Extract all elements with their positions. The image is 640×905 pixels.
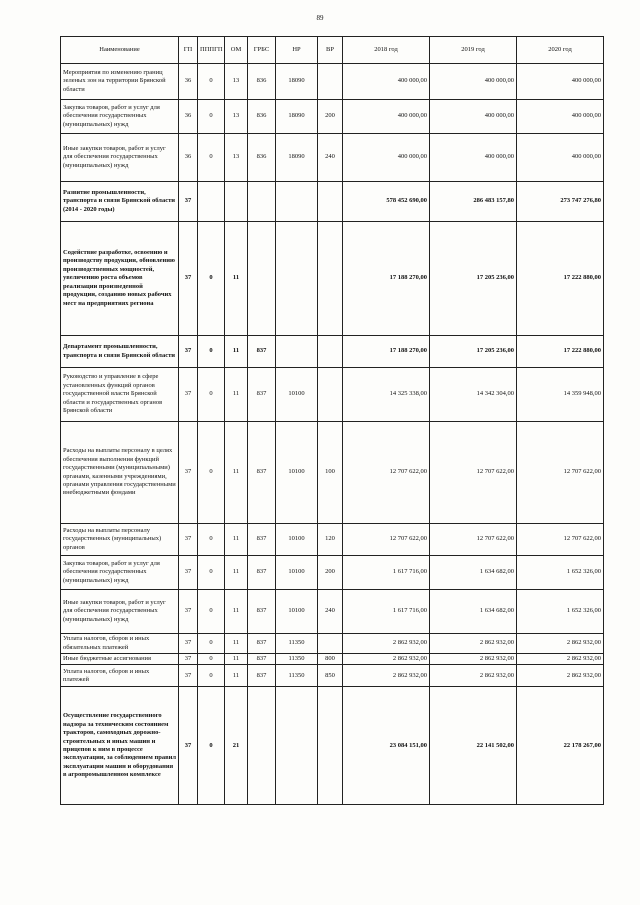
row-2020-amount: 273 747 276,80 (517, 182, 604, 222)
column-header-2019: 2019 год (430, 37, 517, 64)
row-om-cell: 11 (225, 634, 248, 654)
column-header-2020: 2020 год (517, 37, 604, 64)
row-2019-amount: 12 707 622,00 (430, 422, 517, 524)
row-gp-cell: 37 (179, 336, 198, 368)
row-gp-cell: 36 (179, 64, 198, 100)
row-om-cell: 11 (225, 336, 248, 368)
table-row (61, 556, 604, 590)
row-nr-cell: 11350 (276, 665, 318, 687)
row-gp-cell: 36 (179, 134, 198, 182)
table-body (61, 64, 604, 805)
row-2019-amount: 400 000,00 (430, 134, 517, 182)
row-2018-amount: 578 452 690,00 (343, 182, 430, 222)
row-ppgp-cell: 0 (198, 556, 225, 590)
page-number: 89 (316, 14, 324, 22)
row-2019-amount: 17 205 236,00 (430, 336, 517, 368)
table-row (61, 100, 604, 134)
row-vr-cell: 240 (318, 134, 343, 182)
row-vr-cell: 800 (318, 654, 343, 665)
row-vr-cell (318, 687, 343, 805)
row-nr-cell: 10100 (276, 524, 318, 556)
row-2019-amount: 17 205 236,00 (430, 222, 517, 336)
row-ppgp-cell: 0 (198, 654, 225, 665)
row-2018-amount: 17 188 270,00 (343, 222, 430, 336)
row-gp-cell: 37 (179, 665, 198, 687)
row-gp-cell: 37 (179, 590, 198, 634)
row-om-cell: 11 (225, 222, 248, 336)
row-nr-cell: 10100 (276, 590, 318, 634)
row-2019-amount: 2 862 932,00 (430, 654, 517, 665)
row-2020-amount: 17 222 880,00 (517, 336, 604, 368)
row-name-cell: Иные закупки товаров, работ и услуг для обеспечения государственных (муниципальных) нужд (61, 590, 179, 634)
row-2020-amount: 22 178 267,00 (517, 687, 604, 805)
row-ppgp-cell: 0 (198, 422, 225, 524)
row-2018-amount: 2 862 932,00 (343, 634, 430, 654)
row-name-cell: Закупка товаров, работ и услуг для обеспечения государственных (муниципальных) нужд (61, 100, 179, 134)
row-nr-cell: 18090 (276, 134, 318, 182)
row-grbs-cell: 836 (248, 64, 276, 100)
row-ppgp-cell: 0 (198, 64, 225, 100)
table-row (61, 222, 604, 336)
row-grbs-cell: 837 (248, 524, 276, 556)
row-2018-amount: 400 000,00 (343, 64, 430, 100)
table-row (61, 634, 604, 654)
row-grbs-cell: 837 (248, 368, 276, 422)
row-name-cell: Содействие разработке, освоению и производству продукции, обновлению производственных мощностей, увеличению роста объемов реализации произведенной продукции, созданию новых рабочих мест на предприятиях региона (61, 222, 179, 336)
row-gp-cell: 37 (179, 222, 198, 336)
row-ppgp-cell: 0 (198, 368, 225, 422)
row-ppgp-cell: 0 (198, 222, 225, 336)
row-2020-amount: 2 862 932,00 (517, 654, 604, 665)
row-ppgp-cell: 0 (198, 134, 225, 182)
row-name-cell: Развитие промышленности, транспорта и связи Брянской области (2014 - 2020 годы) (61, 182, 179, 222)
row-2020-amount: 2 862 932,00 (517, 665, 604, 687)
table-row (61, 368, 604, 422)
row-2019-amount: 400 000,00 (430, 64, 517, 100)
table-row (61, 654, 604, 665)
row-2019-amount: 1 634 682,00 (430, 590, 517, 634)
row-om-cell: 11 (225, 590, 248, 634)
row-grbs-cell: 836 (248, 100, 276, 134)
row-grbs-cell: 837 (248, 665, 276, 687)
row-name-cell: Иные закупки товаров, работ и услуг для обеспечения государственных (муниципальных) нужд (61, 134, 179, 182)
row-vr-cell: 120 (318, 524, 343, 556)
column-header-gp: ГП (179, 37, 198, 64)
row-om-cell (225, 182, 248, 222)
row-name-cell: Мероприятия по изменению границ зеленых зон на территории Брянской области (61, 64, 179, 100)
table-row (61, 687, 604, 805)
table-row (61, 590, 604, 634)
row-om-cell: 11 (225, 556, 248, 590)
row-2020-amount: 12 707 622,00 (517, 524, 604, 556)
column-header-name: Наименование (61, 37, 179, 64)
row-om-cell: 13 (225, 100, 248, 134)
row-name-cell: Руководство и управление в сфере установленных функций органов государственной власти Брянской области и государственных органов Брянской области (61, 368, 179, 422)
row-vr-cell: 200 (318, 100, 343, 134)
table-row (61, 134, 604, 182)
row-2018-amount: 14 325 338,00 (343, 368, 430, 422)
column-header-2018: 2018 год (343, 37, 430, 64)
row-2020-amount: 400 000,00 (517, 134, 604, 182)
row-name-cell: Закупка товаров, работ и услуг для обеспечения государственных (муниципальных) нужд (61, 556, 179, 590)
row-2018-amount: 1 617 716,00 (343, 590, 430, 634)
row-ppgp-cell: 0 (198, 634, 225, 654)
row-2018-amount: 2 862 932,00 (343, 654, 430, 665)
row-2019-amount: 14 342 304,00 (430, 368, 517, 422)
row-2018-amount: 400 000,00 (343, 134, 430, 182)
row-name-cell: Расходы на выплаты персоналу в целях обеспечения выполнения функций государственными (муниципальными) органами, казенными учреждениями, органами управления государственными внебюджетными фондами (61, 422, 179, 524)
row-om-cell: 11 (225, 368, 248, 422)
row-vr-cell: 850 (318, 665, 343, 687)
row-grbs-cell: 837 (248, 590, 276, 634)
table-row (61, 524, 604, 556)
row-name-cell: Уплата налогов, сборов и иных обязательных платежей (61, 634, 179, 654)
row-om-cell: 13 (225, 134, 248, 182)
row-om-cell: 11 (225, 524, 248, 556)
row-nr-cell (276, 687, 318, 805)
row-vr-cell: 100 (318, 422, 343, 524)
row-gp-cell: 36 (179, 100, 198, 134)
row-nr-cell (276, 222, 318, 336)
row-ppgp-cell (198, 182, 225, 222)
row-ppgp-cell: 0 (198, 687, 225, 805)
row-2018-amount: 12 707 622,00 (343, 524, 430, 556)
row-om-cell: 11 (225, 422, 248, 524)
table-row (61, 64, 604, 100)
row-name-cell: Уплата налогов, сборов и иных платежей (61, 665, 179, 687)
row-2019-amount: 2 862 932,00 (430, 634, 517, 654)
row-name-cell: Иные бюджетные ассигнования (61, 654, 179, 665)
row-gp-cell: 37 (179, 687, 198, 805)
row-nr-cell: 11350 (276, 654, 318, 665)
row-vr-cell: 200 (318, 556, 343, 590)
row-vr-cell (318, 64, 343, 100)
row-gp-cell: 37 (179, 182, 198, 222)
column-header-vr: ВР (318, 37, 343, 64)
row-vr-cell (318, 368, 343, 422)
row-2019-amount: 400 000,00 (430, 100, 517, 134)
row-vr-cell (318, 634, 343, 654)
table-row (61, 665, 604, 687)
row-grbs-cell: 837 (248, 422, 276, 524)
row-ppgp-cell: 0 (198, 100, 225, 134)
row-vr-cell: 240 (318, 590, 343, 634)
row-ppgp-cell: 0 (198, 590, 225, 634)
row-grbs-cell (248, 687, 276, 805)
row-2020-amount: 400 000,00 (517, 64, 604, 100)
row-2020-amount: 14 359 948,00 (517, 368, 604, 422)
row-grbs-cell: 837 (248, 336, 276, 368)
row-2020-amount: 1 652 326,00 (517, 590, 604, 634)
row-vr-cell (318, 182, 343, 222)
row-2020-amount: 12 707 622,00 (517, 422, 604, 524)
row-gp-cell: 37 (179, 654, 198, 665)
column-header-om: ОМ (225, 37, 248, 64)
row-om-cell: 11 (225, 654, 248, 665)
row-nr-cell: 18090 (276, 64, 318, 100)
row-name-cell: Департамент промышленности, транспорта и связи Брянской области (61, 336, 179, 368)
column-header-ppgp: ПППГП (198, 37, 225, 64)
row-gp-cell: 37 (179, 368, 198, 422)
row-2018-amount: 17 188 270,00 (343, 336, 430, 368)
row-ppgp-cell: 0 (198, 665, 225, 687)
row-2018-amount: 400 000,00 (343, 100, 430, 134)
row-ppgp-cell: 0 (198, 524, 225, 556)
row-gp-cell: 37 (179, 524, 198, 556)
row-nr-cell (276, 182, 318, 222)
table-row (61, 182, 604, 222)
row-2018-amount: 2 862 932,00 (343, 665, 430, 687)
row-2019-amount: 2 862 932,00 (430, 665, 517, 687)
row-ppgp-cell: 0 (198, 336, 225, 368)
row-grbs-cell: 837 (248, 556, 276, 590)
row-nr-cell (276, 336, 318, 368)
table-row (61, 422, 604, 524)
row-name-cell: Расходы на выплаты персоналу государственных (муниципальных) органов (61, 524, 179, 556)
row-2019-amount: 1 634 682,00 (430, 556, 517, 590)
table-row (61, 336, 604, 368)
row-om-cell: 21 (225, 687, 248, 805)
row-2019-amount: 22 141 502,00 (430, 687, 517, 805)
row-om-cell: 11 (225, 665, 248, 687)
row-om-cell: 13 (225, 64, 248, 100)
row-2019-amount: 12 707 622,00 (430, 524, 517, 556)
row-grbs-cell: 836 (248, 134, 276, 182)
row-nr-cell: 10100 (276, 556, 318, 590)
row-2019-amount: 286 483 157,80 (430, 182, 517, 222)
row-vr-cell (318, 222, 343, 336)
row-name-cell: Осуществление государственного надзора за техническим состоянием тракторов, самоходных дорожно-строительных и иных машин и прицепов к ним в процессе эксплуатации, за соблюдением правил эксплуатации машин и оборудования в агропромышленном комплексе (61, 687, 179, 805)
budget-table (60, 36, 604, 805)
row-grbs-cell: 837 (248, 634, 276, 654)
row-2020-amount: 17 222 880,00 (517, 222, 604, 336)
row-nr-cell: 10100 (276, 422, 318, 524)
row-2020-amount: 2 862 932,00 (517, 634, 604, 654)
row-2020-amount: 400 000,00 (517, 100, 604, 134)
row-gp-cell: 37 (179, 556, 198, 590)
row-2018-amount: 1 617 716,00 (343, 556, 430, 590)
row-vr-cell (318, 336, 343, 368)
row-2018-amount: 23 084 151,00 (343, 687, 430, 805)
row-gp-cell: 37 (179, 634, 198, 654)
row-2018-amount: 12 707 622,00 (343, 422, 430, 524)
column-header-nr: НР (276, 37, 318, 64)
row-gp-cell: 37 (179, 422, 198, 524)
row-2020-amount: 1 652 326,00 (517, 556, 604, 590)
row-nr-cell: 18090 (276, 100, 318, 134)
row-grbs-cell: 837 (248, 654, 276, 665)
row-grbs-cell (248, 222, 276, 336)
row-grbs-cell (248, 182, 276, 222)
row-nr-cell: 11350 (276, 634, 318, 654)
row-nr-cell: 10100 (276, 368, 318, 422)
table-header-row (61, 37, 604, 64)
column-header-grbs: ГРБС (248, 37, 276, 64)
